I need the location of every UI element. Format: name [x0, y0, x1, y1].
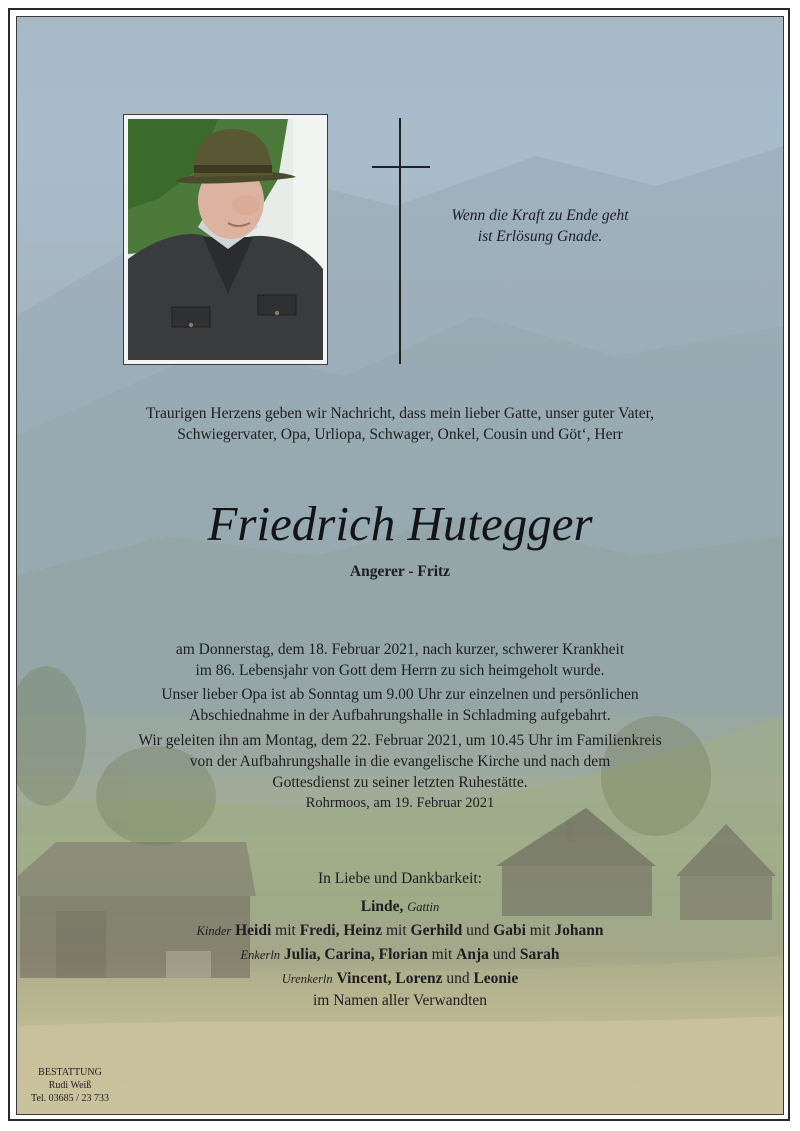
death-announcement — [80, 639, 720, 681]
closing-line: im Namen aller Verwandten — [312, 992, 488, 1009]
great-grandchildren-names: Vincent, Lorenz — [336, 970, 443, 987]
grandchildren-label: Enkerln — [240, 948, 281, 962]
death-line-1: am Donnerstag, dem 18. Februar 2021, nach kurzer, schwerer Krankheit — [175, 641, 625, 658]
portrait-frame — [123, 114, 328, 365]
great-grandchild-last: Leonie — [473, 970, 519, 987]
child-2-partner: Gerhild — [410, 922, 463, 939]
grandchild-last: Sarah — [519, 946, 560, 963]
child-1: Heidi — [235, 922, 272, 939]
connector-mit: mit — [385, 922, 407, 939]
undertaker-label: BESTATTUNG — [38, 1067, 102, 1078]
connector-mit: mit — [431, 946, 453, 963]
mourner-grandchildren-line — [80, 943, 720, 967]
deceased-name: Friedrich Hutegger — [207, 496, 593, 551]
undertaker-phone: Tel. 03685 / 23 733 — [31, 1093, 109, 1104]
connector-und: und — [446, 970, 470, 987]
connector-mit: mit — [529, 922, 551, 939]
viewing-line-1: Unser lieber Opa ist ab Sonntag um 9.00 Uhr zur einzelnen und persönlichen — [161, 686, 639, 703]
motto-line-2: ist Erlösung Gnade. — [477, 228, 603, 245]
child-3-partner: Johann — [554, 922, 604, 939]
portrait-photo — [128, 119, 323, 360]
intro-line-1: Traurigen Herzens geben wir Nachricht, dass mein lieber Gatte, unser guter Vater, — [145, 405, 655, 422]
funeral-line-1: Wir geleiten ihn am Montag, dem 22. Februar 2021, um 10.45 Uhr im Familienkreis — [138, 732, 662, 749]
great-grandchildren-label: Urenkerln — [281, 972, 333, 986]
undertaker-name: Rudi Weiß — [48, 1080, 92, 1091]
viewing-info — [80, 684, 720, 726]
mourner-children-line — [80, 919, 720, 943]
wife-name: Linde, — [360, 898, 404, 915]
connector-und: und — [466, 922, 490, 939]
connector-und: und — [492, 946, 517, 963]
place-and-date: Rohrmoos, am 19. Februar 2021 — [305, 795, 495, 811]
deceased-nickname: Angerer - Fritz — [349, 563, 451, 580]
motto-line-1: Wenn die Kraft zu Ende geht — [451, 207, 629, 224]
connector-mit: mit — [275, 922, 296, 939]
mourners-list — [80, 895, 720, 991]
motto-verse — [420, 205, 660, 247]
grandchild-partner: Anja — [456, 946, 489, 963]
intro-line-2: Schwiegervater, Opa, Urliopa, Schwager, Onkel, Cousin und Göt‘, Herr — [177, 426, 623, 443]
funeral-line-3: Gottesdienst zu seiner letzten Ruhestätte. — [272, 774, 528, 791]
mourner-great-grandchildren-line — [80, 967, 720, 991]
child-2: Heinz — [343, 922, 383, 939]
wife-role: Gattin — [407, 900, 440, 914]
child-1-partner: Fredi, — [299, 922, 340, 939]
mourner-wife-line — [80, 895, 720, 919]
grandchildren-names: Julia, Carina, Florian — [283, 946, 428, 963]
death-line-2: im 86. Lebensjahr von Gott dem Herrn zu sich heimgeholt wurde. — [195, 662, 605, 679]
viewing-line-2: Abschiednahme in der Aufbahrungshalle in Schladming aufgebahrt. — [189, 707, 611, 724]
children-label: Kinder — [196, 924, 232, 938]
funeral-info — [80, 730, 720, 793]
child-3: Gabi — [493, 922, 526, 939]
undertaker-imprint — [24, 1066, 116, 1105]
mourners-heading: In Liebe und Dankbarkeit: — [318, 870, 482, 887]
announcement-intro — [80, 403, 720, 445]
funeral-line-2: von der Aufbahrungshalle in die evangelische Kirche und nach dem — [189, 753, 611, 770]
